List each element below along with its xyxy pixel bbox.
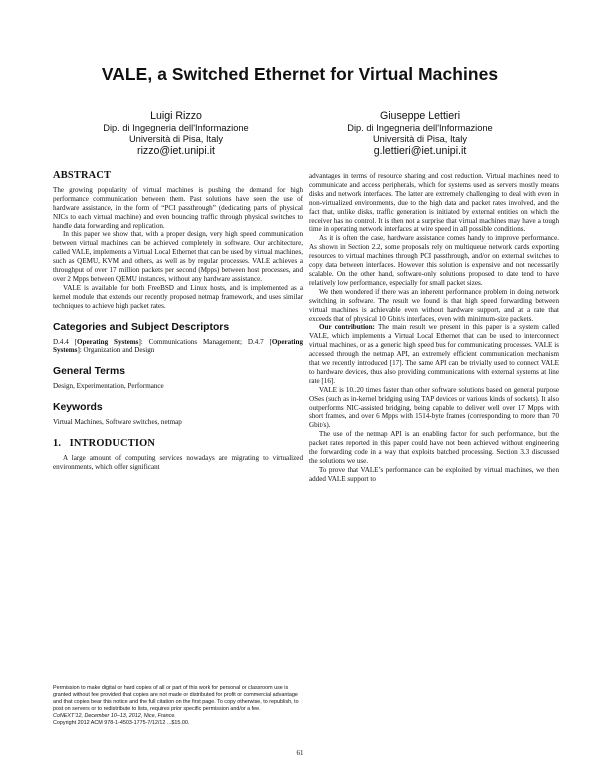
- contribution-lead: Our contribution:: [319, 323, 375, 332]
- left-column: [53, 172, 303, 472]
- categories-heading: Categories and Subject Descriptors: [53, 321, 230, 333]
- introduction-heading: 1. INTRODUCTION: [53, 437, 156, 449]
- keywords-text: Virtual Machines, Software switches, netmap: [53, 418, 182, 427]
- author-name: Luigi Rizzo: [150, 110, 202, 122]
- author-block-1: [56, 110, 296, 158]
- author-block-2: [300, 110, 540, 158]
- body-paragraph: VALE is 10..20 times faster than other software solutions based on general purpose OSes (such as in-kernel bridging using TAP devices or various kinds of sockets). It also outperforms NIC-assisted bridging, being capable to deliver well over 17 Mpps with short frames, and over 6 Mpps with 1514-byte frames (corresponding to more than 70 Gbit/s).: [309, 385, 559, 430]
- general-terms-heading: General Terms: [53, 366, 125, 378]
- author-university: Università di Pisa, Italy: [128, 134, 224, 144]
- conference-info: CoNEXT’12, December 10–13, 2012, Nice, France.: [53, 713, 176, 719]
- permission-notice: [53, 685, 303, 727]
- body-paragraph: advantages in terms of resource sharing and cost reduction. Virtual machines need to communicate and access peripherals, which for systems used as servers mostly means disks and network interfaces. The latter are extremely challenging to deal with even in non-virtualized environments, due to the high data and packet rates involved, and the fact that, unlike disks, traffic generation is initiated by external entities on which the receiver has no control. It is then not a surprise that virtual machines may have a tough time in operating network interfaces at wire speed in all possible conditions.: [309, 172, 559, 234]
- body-paragraph: To prove that VALE’s performance can be exploited by virtual machines, we then added VALE support to: [309, 465, 559, 483]
- author-email: g.lettieri@iet.unipi.it: [373, 145, 467, 157]
- introduction-paragraph: A large amount of computing services nowadays are migrating to virtualized environments, which offer significant: [53, 453, 303, 471]
- author-email: rizzo@iet.unipi.it: [137, 145, 215, 157]
- body-paragraph: We then wondered if there was an inherent performance problem in doing network switching in software. The result we found is that high speed forwarding between virtual machines is achievable even without hardware support, and at a rate that exceeds that of physical 10 Gbit/s interfaces, even with minimum-size packets.: [309, 287, 559, 323]
- categories-text: D.4.4 [Operating Systems]: Communications Management; D.4.7 [Operating Systems]: Organization and Design: [53, 337, 303, 355]
- author-name: Giuseppe Lettieri: [379, 110, 461, 122]
- author-department: Dip. di Ingegneria dell'Informazione: [103, 123, 249, 133]
- right-column: [309, 172, 559, 484]
- abstract-heading: ABSTRACT: [53, 170, 112, 181]
- page-number: 61: [296, 749, 304, 757]
- author-university: Università di Pisa, Italy: [372, 134, 468, 144]
- body-paragraph: As it is often the case, hardware assistance comes handy to improve performance. As shown in Section 2.2, some proposals rely on multiqueue network cards exporting resources to virtual machines through PCI passthrough, and/or on external switches to copy data between interfaces. However this solution is expensive and not necessarily scalable. On the other hand, software-only solutions proposed to date tend to have relatively low performance, especially for small packet sizes.: [309, 234, 559, 287]
- general-terms-text: Design, Experimentation, Performance: [53, 382, 164, 391]
- body-paragraph: The use of the netmap API is an enabling factor for such performance, but the packet rates reported in this paper could have not been achieved without engineering the forwarding code in a way that exploits batched processing. Section 3.3 discussed the solutions we use.: [309, 430, 559, 465]
- copyright-info: Copyright 2012 ACM 978-1-4503-1775-7/12/12 ...$15.00.: [53, 720, 190, 726]
- contribution-paragraph: Our contribution: The main result we present in this paper is a system called VALE, which implements a Virtual Local Ethernet that can be used to interconnect virtual machines, or as a generic high speed bus for communicating processes. VALE is accessed through the netmap API, an extremely efficient communication mechanism that we recently introduced [17]. The same API can be trivially used to connect VALE to hardware devices, thus also providing communications with external systems at line rate [16].: [309, 323, 559, 385]
- abstract-paragraph: In this paper we show that, with a proper design, very high speed communication between virtual machines can be achieved completely in software. Our architecture, called VALE, implements a Virtual Local Ethernet that can be used by virtual machines, such as QEMU, KVM and others, as well as by regular processes. VALE achieves a throughput of over 17 million packets per second (Mpps) between host processes, and over 2 Mpps between QEMU instances, without any hardware assistance.: [53, 230, 303, 283]
- keywords-heading: Keywords: [53, 402, 103, 414]
- paper-title: VALE, a Switched Ethernet for Virtual Machines: [101, 64, 499, 84]
- author-department: Dip. di Ingegneria dell'Informazione: [347, 123, 493, 133]
- permission-text: Permission to make digital or hard copies of all or part of this work for personal or classroom use is granted without fee provided that copies are not made or distributed for profit or commercial advantage and that copies bear this notice and the full citation on the first page. To copy otherwise, to republish, to post on servers or to redistribute to lists, requires prior specific permission and/or a fee.: [53, 685, 299, 712]
- abstract-paragraph: VALE is available for both FreeBSD and Linux hosts, and is implemented as a kernel module that extends our recently proposed netmap framework, and uses similar techniques to achieve high packet rates.: [53, 283, 303, 310]
- abstract-paragraph: The growing popularity of virtual machines is pushing the demand for high performance communication between them. Past solutions have seen the use of hardware assistance, in the form of “PCI passthrough” (dedicating parts of physical NICs to each virtual machine) and even bouncing traffic through physical switches to handle data forwarding and replication.: [53, 185, 303, 230]
